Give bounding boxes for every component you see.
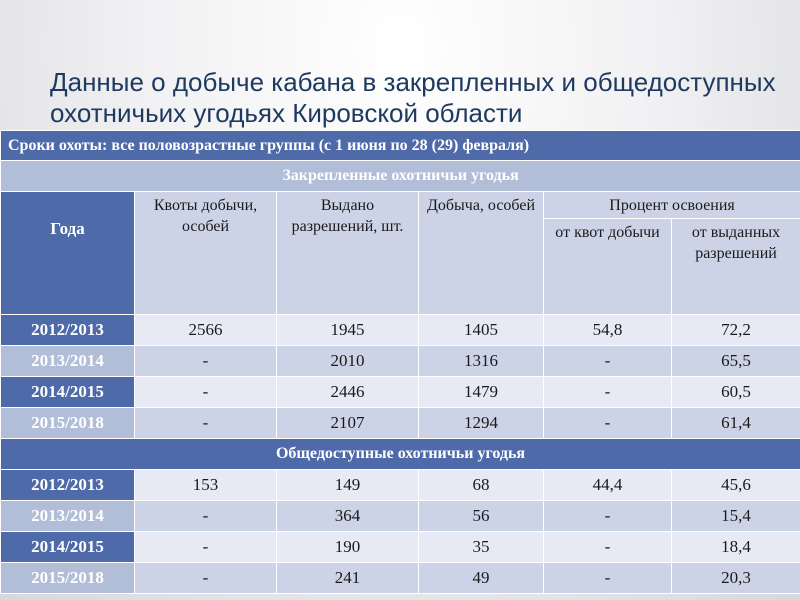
year-cell: 2014/2015	[1, 532, 135, 563]
pct-quota-cell: 44,4	[544, 470, 672, 501]
quota-cell: -	[135, 377, 277, 408]
percent-header: Процент освоения	[544, 192, 800, 219]
quota-cell: -	[135, 346, 277, 377]
harvest-cell: 1479	[419, 377, 544, 408]
table-row	[1, 470, 800, 501]
quota-cell: -	[135, 563, 277, 594]
pct-quota-cell: -	[544, 346, 672, 377]
section-header: Общедоступные охотничьи угодья	[1, 439, 800, 470]
pct-quota-cell: -	[544, 532, 672, 563]
section-header: Закрепленные охотничьи угодья	[1, 161, 800, 192]
quota-cell: 2566	[135, 315, 277, 346]
table-row	[1, 532, 800, 563]
issued-cell: 241	[277, 563, 419, 594]
table-row	[1, 501, 800, 532]
quota-cell: 153	[135, 470, 277, 501]
issued-cell: 1945	[277, 315, 419, 346]
issued-cell: 2446	[277, 377, 419, 408]
harvest-cell: 35	[419, 532, 544, 563]
table-row	[1, 346, 800, 377]
harvest-table	[0, 130, 800, 594]
pct-issued-cell: 20,3	[672, 563, 800, 594]
hunting-period-banner: Сроки охоты: все половозрастные группы (с 1 июня по 28 (29) февраля)	[1, 131, 800, 161]
percent-quota-header: от квот добычи	[544, 219, 672, 315]
year-cell: 2015/2018	[1, 408, 135, 439]
issued-cell: 2107	[277, 408, 419, 439]
issued-cell: 364	[277, 501, 419, 532]
year-cell: 2015/2018	[1, 563, 135, 594]
pct-quota-cell: -	[544, 408, 672, 439]
issued-cell: 190	[277, 532, 419, 563]
pct-issued-cell: 60,5	[672, 377, 800, 408]
pct-issued-cell: 65,5	[672, 346, 800, 377]
pct-issued-cell: 61,4	[672, 408, 800, 439]
pct-issued-cell: 18,4	[672, 532, 800, 563]
quota-cell: -	[135, 532, 277, 563]
pct-issued-cell: 15,4	[672, 501, 800, 532]
issued-header: Выдано разрешений, шт.	[277, 192, 419, 315]
table-row	[1, 315, 800, 346]
percent-issued-header: от выданных разрешений	[672, 219, 800, 315]
issued-cell: 2010	[277, 346, 419, 377]
pct-quota-cell: -	[544, 563, 672, 594]
harvest-cell: 56	[419, 501, 544, 532]
pct-issued-cell: 72,2	[672, 315, 800, 346]
pct-quota-cell: -	[544, 377, 672, 408]
harvest-cell: 1294	[419, 408, 544, 439]
quota-cell: -	[135, 408, 277, 439]
slide-title: Данные о добыче кабана в закрепленных и общедоступных охотничьих угодьях Кировской области	[50, 67, 776, 128]
harvest-cell: 1316	[419, 346, 544, 377]
harvest-cell: 1405	[419, 315, 544, 346]
pct-quota-cell: 54,8	[544, 315, 672, 346]
pct-issued-cell: 45,6	[672, 470, 800, 501]
year-cell: 2012/2013	[1, 470, 135, 501]
years-header: Года	[1, 192, 135, 315]
harvest-header: Добыча, особей	[419, 192, 544, 315]
year-cell: 2012/2013	[1, 315, 135, 346]
year-cell: 2013/2014	[1, 346, 135, 377]
quota-header: Квоты добычи, особей	[135, 192, 277, 315]
issued-cell: 149	[277, 470, 419, 501]
harvest-cell: 49	[419, 563, 544, 594]
quota-cell: -	[135, 501, 277, 532]
table-row	[1, 563, 800, 594]
year-cell: 2014/2015	[1, 377, 135, 408]
table-row	[1, 408, 800, 439]
pct-quota-cell: -	[544, 501, 672, 532]
table-row	[1, 377, 800, 408]
year-cell: 2013/2014	[1, 501, 135, 532]
harvest-cell: 68	[419, 470, 544, 501]
